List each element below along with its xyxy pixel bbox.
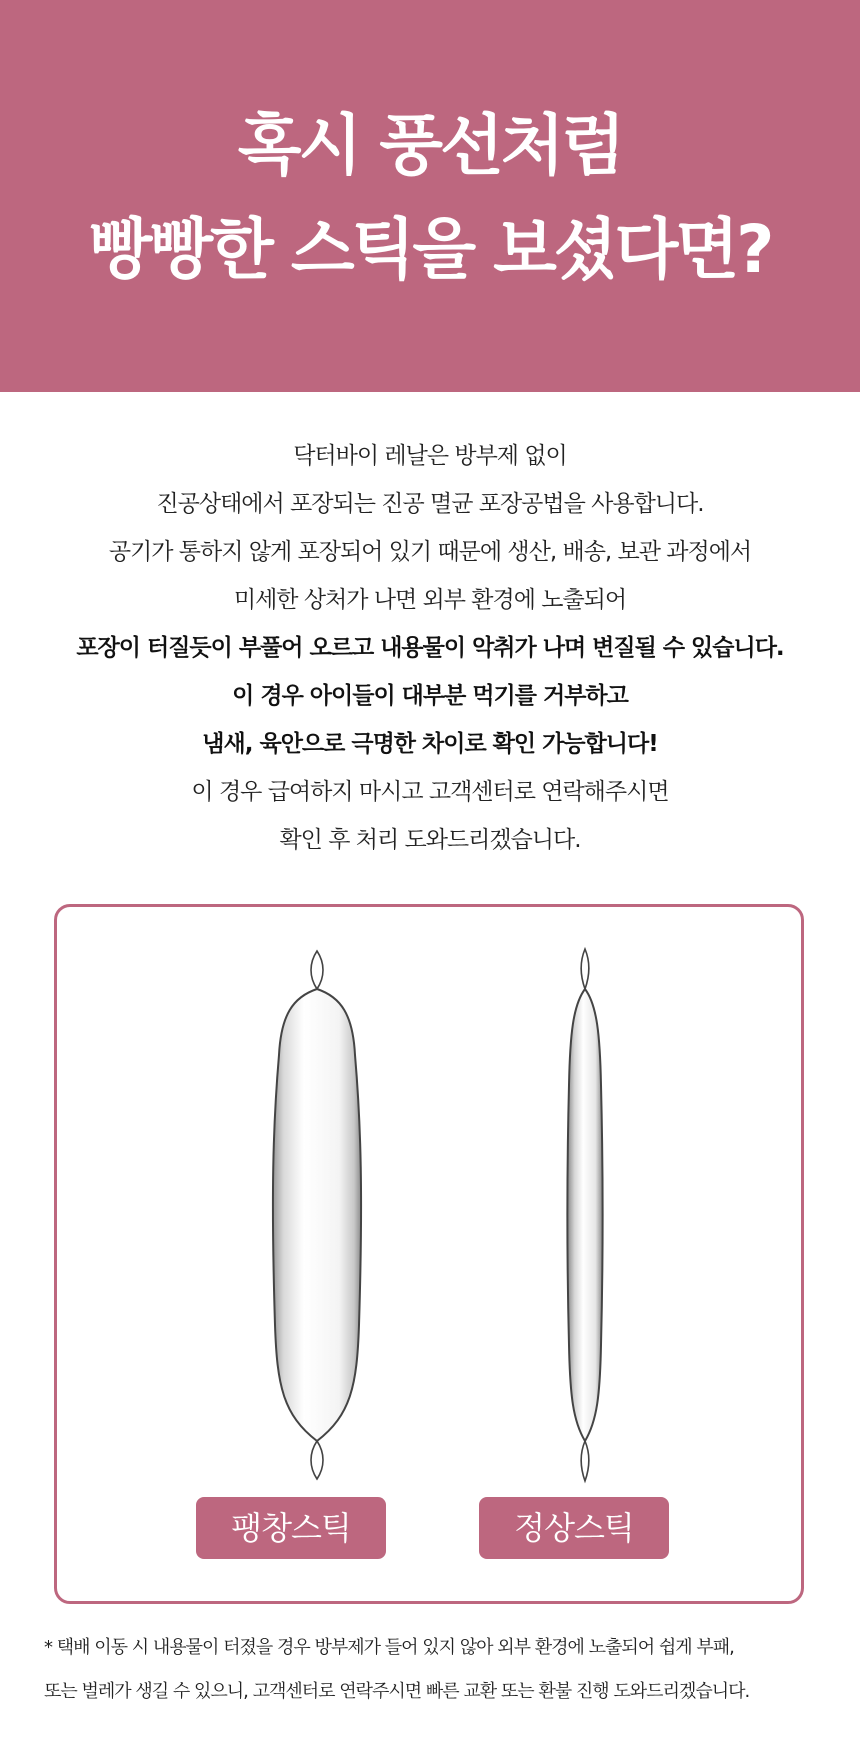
swollen-stick-icon xyxy=(237,945,397,1485)
normal-stick-icon xyxy=(537,945,637,1485)
description-line-emphasis: 이 경우 아이들이 대부분 먹기를 거부하고 xyxy=(232,683,628,709)
stick-comparison-box xyxy=(54,904,804,1604)
description-line: 확인 후 처리 도와드리겠습니다. xyxy=(279,827,581,853)
footnote-line-1: * 택배 이동 시 내용물이 터졌을 경우 방부제가 들어 있지 않아 외부 환경에 노출되어 쉽게 부패, xyxy=(44,1637,734,1658)
description-line: 공기가 통하지 않게 포장되어 있기 때문에 생산, 배송, 보관 과정에서 xyxy=(108,539,752,565)
description-text xyxy=(0,432,860,864)
swollen-stick-label: 팽창스틱 xyxy=(196,1497,386,1559)
hero-title-line-1: 혹시 풍선처럼 xyxy=(237,107,623,184)
description-line: 이 경우 급여하지 마시고 고객센터로 연락해주시면 xyxy=(191,779,669,805)
description-line-emphasis: 포장이 터질듯이 부풀어 오르고 내용물이 악취가 나며 변질될 수 있습니다. xyxy=(76,635,784,661)
description-line: 미세한 상처가 나면 외부 환경에 노출되어 xyxy=(233,587,627,613)
hero-banner xyxy=(0,0,860,392)
normal-stick-label: 정상스틱 xyxy=(479,1497,669,1559)
description-line-emphasis: 냄새, 육안으로 극명한 차이로 확인 가능합니다! xyxy=(202,731,658,757)
footnote xyxy=(44,1626,834,1714)
description-line: 진공상태에서 포장되는 진공 멸균 포장공법을 사용합니다. xyxy=(156,491,704,517)
hero-title-line-2: 빵빵한 스틱을 보셨다면? xyxy=(88,211,772,288)
footnote-line-2: 또는 벌레가 생길 수 있으니, 고객센터로 연락주시면 빠른 교환 또는 환불 진행 도와드리겠습니다. xyxy=(44,1681,750,1702)
description-line: 닥터바이 레날은 방부제 없이 xyxy=(293,443,567,469)
